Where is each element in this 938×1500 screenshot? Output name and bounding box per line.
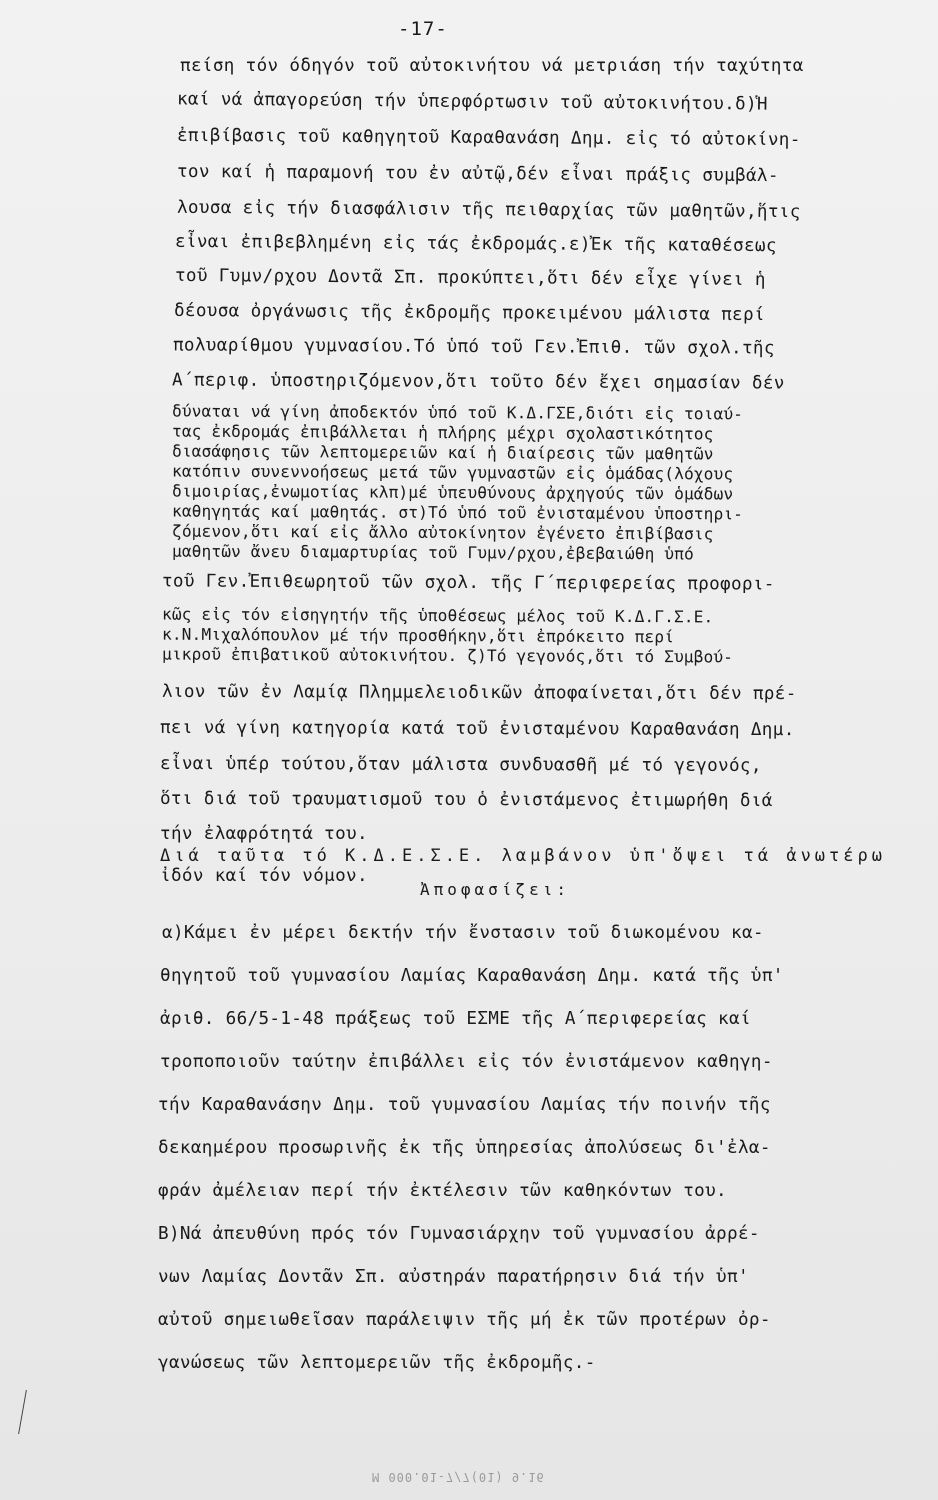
text-line: εἶναι ἐπιβεβλημένη εἰς τάς ἐκδρομάς.ε)Ἐκ τῆς καταθέσεως [174, 231, 777, 257]
text-line: διμοιρίας,ἐνωμοτίας κλπ)μέ ὑπευθύνους ἀρχηγούς τῶν ὁμάδων [171, 481, 734, 504]
text-line: εἶναι ὑπέρ τούτου,ὅταν μάλιστα συνδυασθῆ μέ τό γεγονός, [159, 753, 762, 777]
text-line: καί νά ἀπαγορεύση τήν ὑπερφόρτωσιν τοῦ αὐτοκινήτου.δ)Ἡ [176, 89, 768, 115]
footer-stamp: M 000.01-7/7(01) 9.16 [372, 1470, 545, 1484]
text-line: τοῦ Γεν.Ἐπιθεωρητοῦ τῶν σχολ. τῆς Γ΄περιφερείας προφορι- [161, 571, 775, 595]
text-line: λουσα εἰς τήν διασφάλισιν τῆς πειθαρχίας τῶν μαθητῶν,ἥτις [176, 197, 801, 223]
text-line: τήν Καραθανάσην Δημ. τοῦ γυμνασίου Λαμίας τήν ποινήν τῆς [158, 1095, 771, 1115]
text-line: κῶς εἰς τόν εἰσηγητήν τῆς ὑποθέσεως μέλος τοῦ Κ.Δ.Γ.Σ.Ε. [161, 604, 714, 627]
text-line: τήν ἐλαφρότητά του. [160, 824, 368, 844]
text-line: θηγητοῦ τοῦ γυμνασίου Λαμίας Καραθανάση Δημ. κατά τῆς ὑπ' [160, 966, 784, 986]
text-line: κατόπιν συνεννοήσεως μετά τῶν γυμναστῶν εἰς ὁμάδας(λόχους [171, 461, 734, 484]
text-line: δέουσα ὀργάνωσις τῆς ἐκδρομῆς προκειμένου μάλιστα περί [173, 300, 765, 326]
text-line: πολυαρίθμου γυμνασίου.Τό ὑπό τοῦ Γεν.Ἐπιθ. τῶν σχολ.τῆς [172, 335, 775, 359]
text-line: τοῦ Γυμν/ρχου Δοντᾶ Σπ. προκύπτει,ὅτι δέν εἶχε γίνει ἡ [174, 265, 766, 291]
text-line: δύναται νά γίνη ἀποδεκτόν ὑπό τοῦ Κ.Δ.ΓΣΕ,διότι εἰς τοιαύ- [171, 401, 744, 424]
text-line: ἰδόν καί τόν νόμον. [160, 866, 368, 886]
text-line: διασάφησις τῶν λεπτομερειῶν καί ἡ διαίρεσις τῶν μαθητῶν [171, 441, 714, 464]
page-number: -17- [398, 18, 448, 40]
dia-tauta-line: Διά ταῦτα τό Κ.Δ.Ε.Σ.Ε. λαμβάνον ὑπ'ὄψει τά ἀνωτέρω [160, 846, 886, 866]
text-line: τροποποιοῦν ταύτην ἐπιβάλλει εἰς τόν ἐνιστάμενον καθηγη- [160, 1052, 773, 1072]
text-line: ζόμενον,ὅτι καί εἰς ἄλλο αὐτοκίνητον ἐγένετο ἐπιβίβασις [171, 521, 714, 544]
text-line: τας ἐκδρομάς ἐπιβάλλεται ἡ πλήρης μέχρι σχολαστικότητος [171, 421, 714, 444]
margin-mark [18, 1390, 41, 1434]
text-line: ἀριθ. 66/5-1-48 πράξεως τοῦ ΕΣΜΕ τῆς Α΄περιφερείας καί [160, 1009, 751, 1029]
text-line: κ.Ν.Μιχαλόπουλον μέ τήν προσθήκην,ὅτι ἐπρόκειτο περί [161, 624, 675, 647]
text-line: πείση τόν όδηγόν τοῦ αὐτοκινήτου νά μετριάση τήν ταχύτητα [180, 56, 804, 76]
text-line: Β)Νά ἀπευθύνη πρός τόν Γυμνασιάρχην τοῦ γυμνασίου ἀρρέ- [158, 1224, 760, 1244]
text-line: γανώσεως τῶν λεπτομερειῶν τῆς ἐκδρομῆς.- [158, 1353, 596, 1373]
text-line: ὅτι διά τοῦ τραυματισμοῦ του ὁ ἐνιστάμενος ἐτιμωρήθη διά [159, 788, 773, 812]
decision-heading: Ἀποφασίζει: [420, 880, 570, 899]
text-line: νων Λαμίας Δοντᾶν Σπ. αὐστηράν παρατήρησιν διά τήν ὑπ' [158, 1267, 749, 1287]
text-line: μαθητῶν ἄνευ διαμαρτυρίας τοῦ Γυμν/ρχου,ἐβεβαιώθη ὑπό [171, 541, 694, 564]
text-line: μικροῦ ἐπιβατικοῦ αὐτοκινήτου. ζ)Τό γεγονός,ὅτι τό Συμβού- [161, 644, 734, 667]
text-line: α)Κάμει ἐν μέρει δεκτήν τήν ἔνστασιν τοῦ διωκομένου κα- [162, 923, 764, 943]
text-line: Α΄περιφ. ὑποστηριζόμενον,ὅτι τοῦτο δέν ἔχει σημασίαν δέν [171, 370, 785, 394]
text-line: δεκαημέρου προσωρινῆς ἐκ τῆς ὑπηρεσίας ἀπολύσεως δι'ἐλα- [158, 1138, 771, 1158]
text-line: αὐτοῦ σημειωθεῖσαν παράλειψιν τῆς μή ἐκ τῶν προτέρων ὀρ- [158, 1310, 771, 1330]
text-line: καθηγητάς καί μαθητάς. στ)Τό ὑπό τοῦ ἐνισταμένου ὑποστηρι- [171, 501, 744, 524]
text-line: λιον τῶν ἐν Λαμίᾳ Πλημμελειοδικῶν ἀποφαίνεται,ὅτι δέν πρέ- [161, 681, 797, 705]
text-line: φράν ἀμέλειαν περί τήν ἐκτέλεσιν τῶν καθηκόντων του. [158, 1181, 728, 1201]
text-line: τον καί ἡ παραμονή του ἐν αὐτῷ,δέν εἶναι πράξις συμβάλ- [176, 161, 779, 187]
text-line: ἐπιβίβασις τοῦ καθηγητοῦ Καραθανάση Δημ. εἰς τό αὐτοκίνη- [176, 125, 801, 151]
text-line: πει νά γίνη κατηγορία κατά τοῦ ἐνισταμένου Καραθανάση Δημ. [159, 717, 795, 741]
